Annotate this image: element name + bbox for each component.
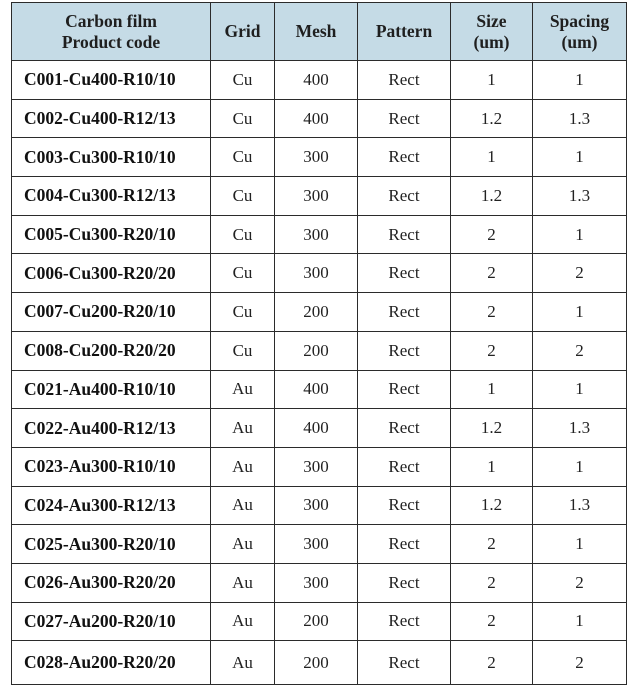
header-product-code-line1: Carbon film — [65, 10, 157, 31]
cell-mesh: 200 — [275, 602, 358, 641]
cell-code: C021-Au400-R10/10 — [12, 370, 211, 409]
table-row — [12, 177, 627, 216]
product-table — [11, 2, 627, 685]
cell-spacing: 1 — [533, 215, 627, 254]
cell-pattern: Rect — [358, 525, 451, 564]
cell-grid: Au — [211, 641, 275, 685]
cell-grid: Au — [211, 563, 275, 602]
cell-code: C006-Cu300-R20/20 — [12, 254, 211, 293]
cell-grid: Cu — [211, 331, 275, 370]
table-header — [12, 3, 627, 61]
cell-pattern: Rect — [358, 138, 451, 177]
cell-code: C023-Au300-R10/10 — [12, 447, 211, 486]
cell-spacing: 1 — [533, 447, 627, 486]
cell-grid: Au — [211, 409, 275, 448]
cell-size: 1 — [451, 61, 533, 100]
cell-size: 1.2 — [451, 177, 533, 216]
cell-mesh: 400 — [275, 409, 358, 448]
cell-pattern: Rect — [358, 602, 451, 641]
cell-mesh: 200 — [275, 293, 358, 332]
cell-code: C026-Au300-R20/20 — [12, 563, 211, 602]
cell-grid: Cu — [211, 99, 275, 138]
cell-size: 2 — [451, 293, 533, 332]
cell-code: C025-Au300-R20/10 — [12, 525, 211, 564]
table-row — [12, 641, 627, 685]
cell-spacing: 1 — [533, 525, 627, 564]
cell-size: 2 — [451, 525, 533, 564]
table-row — [12, 254, 627, 293]
table-row — [12, 61, 627, 100]
cell-spacing: 2 — [533, 563, 627, 602]
cell-pattern: Rect — [358, 409, 451, 448]
cell-size: 2 — [451, 254, 533, 293]
cell-code: C028-Au200-R20/20 — [12, 641, 211, 685]
table-row — [12, 447, 627, 486]
cell-code: C005-Cu300-R20/10 — [12, 215, 211, 254]
cell-spacing: 2 — [533, 641, 627, 685]
header-grid: Grid — [211, 3, 275, 61]
table-row — [12, 215, 627, 254]
header-product-code-line2: Product code — [61, 31, 161, 52]
cell-grid: Cu — [211, 177, 275, 216]
cell-mesh: 400 — [275, 61, 358, 100]
cell-pattern: Rect — [358, 215, 451, 254]
cell-pattern: Rect — [358, 254, 451, 293]
table-row — [12, 138, 627, 177]
cell-code: C002-Cu400-R12/13 — [12, 99, 211, 138]
cell-spacing: 1.3 — [533, 486, 627, 525]
cell-spacing: 1 — [533, 138, 627, 177]
table-row — [12, 99, 627, 138]
cell-grid: Au — [211, 602, 275, 641]
cell-code: C003-Cu300-R10/10 — [12, 138, 211, 177]
cell-spacing: 1 — [533, 293, 627, 332]
cell-grid: Au — [211, 486, 275, 525]
cell-grid: Au — [211, 525, 275, 564]
cell-size: 2 — [451, 563, 533, 602]
cell-mesh: 300 — [275, 215, 358, 254]
cell-size: 2 — [451, 331, 533, 370]
cell-pattern: Rect — [358, 61, 451, 100]
cell-pattern: Rect — [358, 563, 451, 602]
cell-mesh: 400 — [275, 99, 358, 138]
cell-grid: Cu — [211, 215, 275, 254]
header-row — [12, 3, 627, 61]
cell-grid: Au — [211, 447, 275, 486]
cell-spacing: 1 — [533, 602, 627, 641]
cell-size: 2 — [451, 602, 533, 641]
header-size-line2: (um) — [473, 31, 510, 52]
cell-code: C022-Au400-R12/13 — [12, 409, 211, 448]
cell-mesh: 300 — [275, 486, 358, 525]
table-row — [12, 602, 627, 641]
cell-pattern: Rect — [358, 370, 451, 409]
cell-grid: Cu — [211, 61, 275, 100]
cell-code: C001-Cu400-R10/10 — [12, 61, 211, 100]
cell-mesh: 300 — [275, 177, 358, 216]
table-row — [12, 409, 627, 448]
cell-size: 2 — [451, 641, 533, 685]
header-pattern: Pattern — [358, 3, 451, 61]
cell-size: 1.2 — [451, 486, 533, 525]
cell-spacing: 1 — [533, 61, 627, 100]
cell-size: 2 — [451, 215, 533, 254]
cell-grid: Cu — [211, 293, 275, 332]
cell-mesh: 200 — [275, 641, 358, 685]
table-row — [12, 563, 627, 602]
cell-grid: Au — [211, 370, 275, 409]
cell-code: C007-Cu200-R20/10 — [12, 293, 211, 332]
cell-pattern: Rect — [358, 293, 451, 332]
cell-spacing: 1.3 — [533, 409, 627, 448]
cell-pattern: Rect — [358, 486, 451, 525]
header-spacing-line2: (um) — [561, 31, 598, 52]
cell-pattern: Rect — [358, 331, 451, 370]
cell-spacing: 1.3 — [533, 99, 627, 138]
header-mesh: Mesh — [275, 3, 358, 61]
cell-pattern: Rect — [358, 177, 451, 216]
cell-spacing: 2 — [533, 254, 627, 293]
table-row — [12, 293, 627, 332]
header-product-code — [12, 3, 211, 61]
table-row — [12, 525, 627, 564]
cell-mesh: 300 — [275, 447, 358, 486]
cell-mesh: 300 — [275, 525, 358, 564]
cell-size: 1 — [451, 370, 533, 409]
cell-spacing: 1 — [533, 370, 627, 409]
cell-code: C027-Au200-R20/10 — [12, 602, 211, 641]
header-size — [451, 3, 533, 61]
table-body — [12, 61, 627, 685]
cell-pattern: Rect — [358, 447, 451, 486]
cell-pattern: Rect — [358, 99, 451, 138]
cell-grid: Cu — [211, 138, 275, 177]
cell-mesh: 300 — [275, 254, 358, 293]
cell-code: C008-Cu200-R20/20 — [12, 331, 211, 370]
cell-code: C004-Cu300-R12/13 — [12, 177, 211, 216]
cell-size: 1.2 — [451, 99, 533, 138]
cell-grid: Cu — [211, 254, 275, 293]
cell-spacing: 1.3 — [533, 177, 627, 216]
cell-mesh: 300 — [275, 138, 358, 177]
cell-mesh: 300 — [275, 563, 358, 602]
table-row — [12, 331, 627, 370]
header-spacing — [533, 3, 627, 61]
cell-mesh: 200 — [275, 331, 358, 370]
cell-size: 1 — [451, 447, 533, 486]
cell-code: C024-Au300-R12/13 — [12, 486, 211, 525]
header-size-line1: Size — [476, 10, 507, 31]
cell-size: 1.2 — [451, 409, 533, 448]
header-spacing-line1: Spacing — [549, 10, 610, 31]
cell-pattern: Rect — [358, 641, 451, 685]
cell-size: 1 — [451, 138, 533, 177]
cell-mesh: 400 — [275, 370, 358, 409]
table-row — [12, 370, 627, 409]
cell-spacing: 2 — [533, 331, 627, 370]
table-row — [12, 486, 627, 525]
